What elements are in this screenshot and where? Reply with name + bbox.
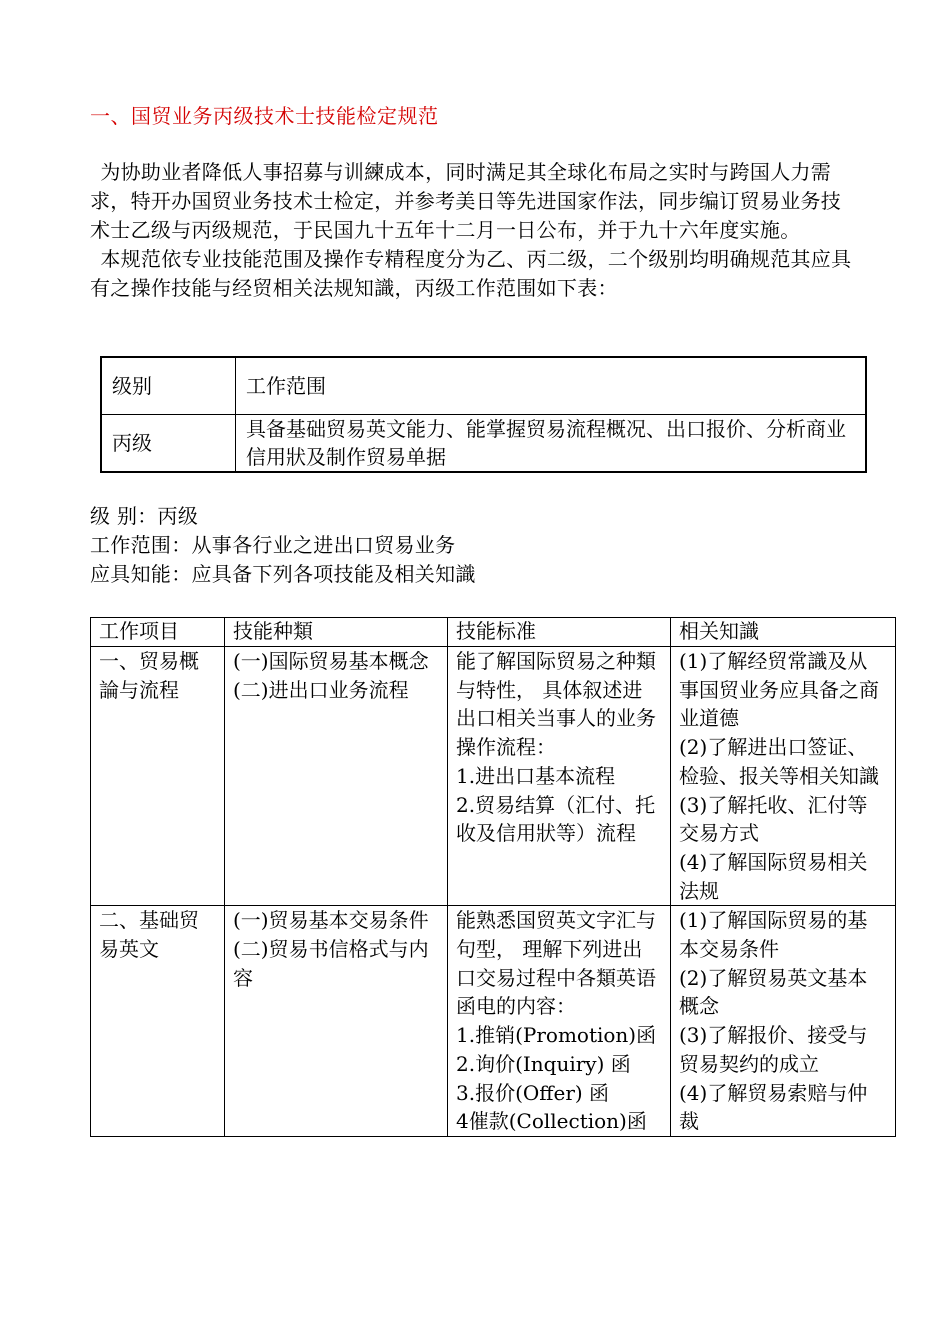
scope-header-level: 级别 xyxy=(101,357,236,415)
level-info xyxy=(90,502,476,589)
list-item: (一)贸易基本交易条件 xyxy=(233,908,429,933)
scope-cell-scope: 具备基础贸易英文能力、能掌握贸易流程概况、出口报价、分析商业信用狀及制作贸易单据 xyxy=(236,415,867,473)
info-work-scope: 工作范围：从事各行业之进出口贸易业务 xyxy=(90,533,456,557)
table-row xyxy=(91,906,896,1137)
skill-types-cell xyxy=(225,906,448,1137)
skills-table xyxy=(90,617,896,1137)
list-item: 2.询价(Inquiry) 函 xyxy=(456,1051,631,1076)
list-item: 2.贸易结算（汇付、托收及信用狀等）流程 xyxy=(456,792,656,846)
related-knowledge-cell xyxy=(671,647,896,906)
scope-header-scope: 工作范围 xyxy=(236,357,867,415)
list-item: 能熟悉国贸英文字汇与句型， 理解下列进出口交易过程中各類英语函电的内容： xyxy=(456,908,656,1019)
section-heading: 一、国贸业务丙级技术士技能检定规范 xyxy=(90,104,439,128)
list-item: (一)国际贸易基本概念 xyxy=(233,649,429,673)
list-item: 1.进出口基本流程 xyxy=(456,763,616,788)
list-item: (4)了解国际贸易相关法规 xyxy=(679,849,868,903)
table-row xyxy=(91,647,896,906)
work-item-cell: 二、基础贸易英文 xyxy=(91,906,225,1137)
info-knowledge: 应具知能：应具备下列各项技能及相关知識 xyxy=(90,562,476,586)
list-item: (3)了解托收、汇付等交易方式 xyxy=(679,792,868,846)
intro-paragraph-2: 本规范依专业技能范围及操作专精程度分为乙、丙二级，二个级别均明确规范其应具有之操作技能与经贸相关法规知識，丙级工作范围如下表： xyxy=(90,247,852,300)
scope-table-row xyxy=(101,415,866,473)
list-item: 4催款(Collection)函 xyxy=(456,1109,647,1134)
list-item: (2)了解贸易英文基本概念 xyxy=(679,965,868,1019)
work-item-cell: 一、贸易概論与流程 xyxy=(91,647,225,906)
list-item: (二)贸易书信格式与内容 xyxy=(233,937,429,990)
scope-cell-level: 丙级 xyxy=(101,415,236,473)
skills-header-knowledge: 相关知識 xyxy=(671,618,896,647)
skill-standards-cell xyxy=(448,647,671,906)
list-item: (1)了解经贸常識及从事国贸业务应具备之商业道德 xyxy=(679,649,879,731)
skills-header-standard: 技能标准 xyxy=(448,618,671,647)
scope-table-header-row xyxy=(101,357,866,415)
list-item: 3.报价(Offer) 函 xyxy=(456,1080,610,1105)
list-item: (二)进出口业务流程 xyxy=(233,677,409,702)
list-item: (2)了解进出口签证、检验、报关等相关知識 xyxy=(679,735,879,788)
list-item: (4)了解贸易索赔与仲裁 xyxy=(679,1080,868,1134)
skill-standards-cell xyxy=(448,906,671,1137)
list-item: (1)了解国际贸易的基本交易条件 xyxy=(679,908,868,962)
skills-table-header-row xyxy=(91,618,896,647)
scope-table xyxy=(100,356,867,473)
related-knowledge-cell xyxy=(671,906,896,1137)
list-item: 能了解国际贸易之种類与特性， 具体叙述进出口相关当事人的业务操作流程： xyxy=(456,649,656,760)
list-item: 1.推销(Promotion)函 xyxy=(456,1023,657,1048)
skills-header-type: 技能种類 xyxy=(225,618,448,647)
intro-text xyxy=(90,158,860,303)
skills-header-item: 工作项目 xyxy=(91,618,225,647)
list-item: (3)了解报价、接受与贸易契约的成立 xyxy=(679,1023,868,1076)
skill-types-cell xyxy=(225,647,448,906)
info-level: 级 别：丙级 xyxy=(90,504,199,528)
intro-paragraph-1: 为协助业者降低人事招募与训練成本，同时满足其全球化布局之实时与跨国人力需求，特开办国贸业务技术士检定，并参考美日等先进国家作法，同步编订贸易业务技术士乙级与丙级规范，于民国九十五年十二月一日公布，并于九十六年度实施。 xyxy=(90,160,842,242)
